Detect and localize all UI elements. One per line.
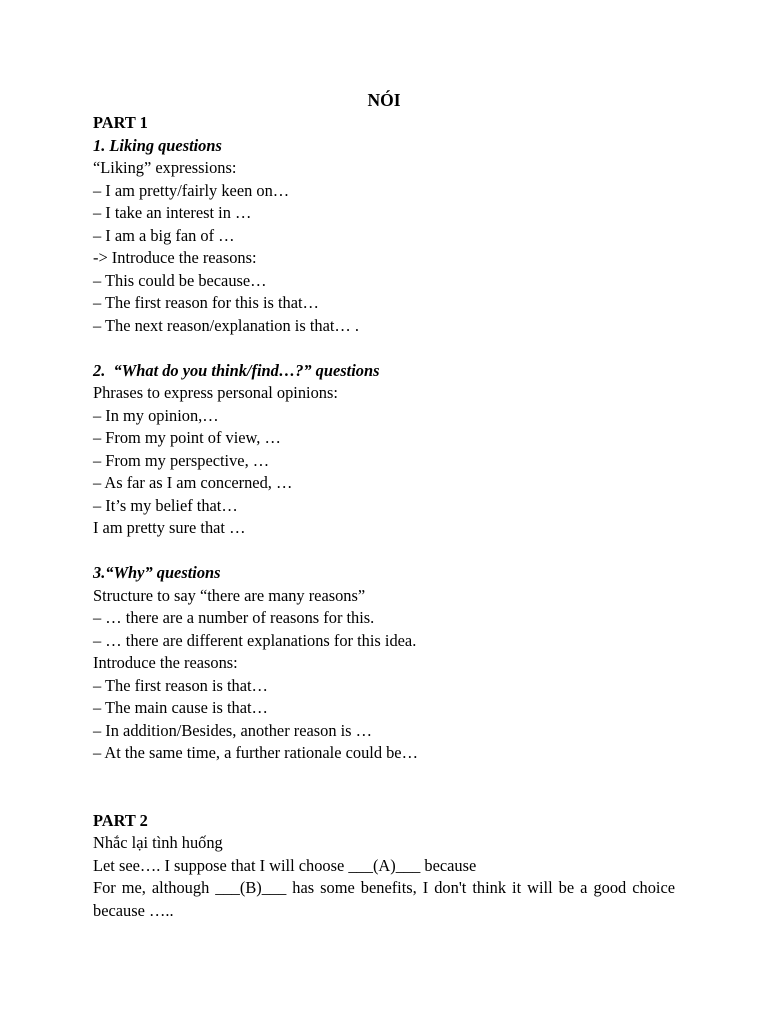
section2-line: – It’s my belief that…	[93, 495, 238, 515]
part2-paragraph: For me, although ___(B)___ has some benefits, I don't think it will be a good choice because …..	[93, 878, 675, 920]
section1-line: “Liking” expressions:	[93, 158, 237, 177]
section3-line: – The main cause is that…	[93, 698, 268, 717]
section1-line: – The next reason/explanation is that… .	[93, 315, 359, 335]
section2-line: – From my perspective, …	[93, 450, 270, 470]
part2-line: Let see…. I suppose that I will choose ___(A)___ because	[93, 855, 477, 875]
spacer	[93, 765, 675, 810]
section3-line: Introduce the reasons:	[93, 653, 238, 672]
section3-line: Structure to say “there are many reasons”	[93, 585, 366, 605]
spacer	[93, 337, 675, 360]
part2-heading: PART 2	[93, 810, 148, 830]
section2-line: Phrases to express personal opinions:	[93, 383, 338, 402]
section3-heading: 3.“Why” questions	[93, 563, 221, 582]
section2-line: – As far as I am concerned, …	[93, 473, 293, 492]
section3-line: – In addition/Besides, another reason is …	[93, 720, 373, 740]
section1-line: – I take an interest in …	[93, 203, 252, 222]
section1-heading: 1. Liking questions	[93, 135, 222, 155]
section1-line: -> Introduce the reasons:	[93, 248, 257, 267]
section3-line: – … there are a number of reasons for this.	[93, 608, 375, 627]
section1-line: – I am a big fan of …	[93, 225, 235, 245]
section2-line: I am pretty sure that …	[93, 518, 246, 537]
part1-heading: PART 1	[93, 113, 148, 132]
section3-line: – At the same time, a further rationale could be…	[93, 743, 418, 762]
section1-line: – This could be because…	[93, 270, 267, 290]
spacer	[93, 540, 675, 563]
part2-line: Nhắc lại tình huống	[93, 833, 223, 852]
section1-line: – I am pretty/fairly keen on…	[93, 180, 290, 200]
document-page	[93, 88, 675, 922]
section3-line: – The first reason is that…	[93, 675, 268, 695]
section2-heading: 2. “What do you think/find…?” questions	[93, 360, 380, 380]
section3-line: – … there are different explanations for this idea.	[93, 630, 417, 650]
section1-line: – The first reason for this is that…	[93, 293, 319, 312]
section2-line: – From my point of view, …	[93, 428, 281, 447]
section2-line: – In my opinion,…	[93, 405, 219, 425]
document-title: NÓI	[367, 90, 401, 110]
